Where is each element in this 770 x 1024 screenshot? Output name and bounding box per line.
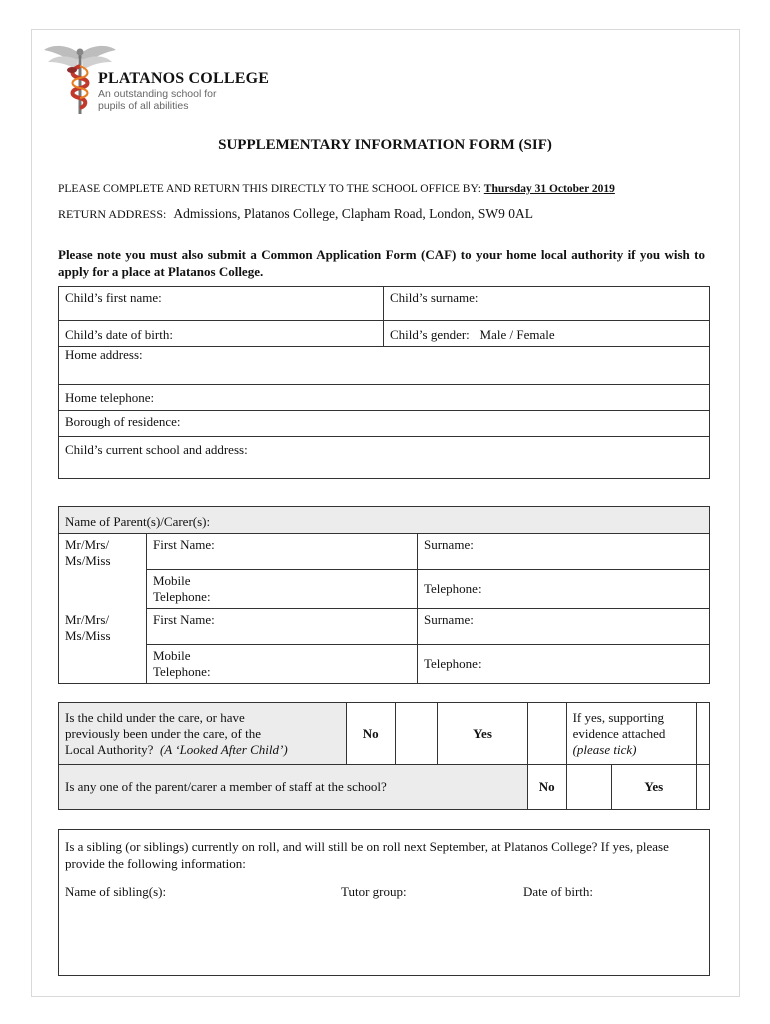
parent-2-mobile-line-1: Mobile xyxy=(153,648,191,663)
looked-after-no-label: No xyxy=(346,703,395,765)
evidence-line-3: (please tick) xyxy=(572,741,637,757)
care-status-table xyxy=(58,702,710,810)
child-first-name-field[interactable] xyxy=(59,287,384,321)
child-dob-label: Child’s date of birth: xyxy=(65,327,173,342)
staff-checkbox-area[interactable] xyxy=(566,765,696,810)
child-gender-field[interactable] xyxy=(384,321,710,347)
parent-1-first-name-label: First Name: xyxy=(153,537,215,552)
return-address-line xyxy=(58,206,533,222)
sibling-table xyxy=(58,829,710,976)
parents-heading-label: Name of Parent(s)/Carer(s): xyxy=(65,514,211,529)
parent-1-mobile-line-1: Mobile xyxy=(153,573,191,588)
sibling-dob-label: Date of birth: xyxy=(523,884,594,899)
return-address: Admissions, Platanos College, Clapham Road, London, SW9 0AL xyxy=(173,206,533,221)
current-school-label: Child’s current school and address: xyxy=(65,442,248,457)
staff-yes-label: Yes xyxy=(644,779,664,794)
staff-no-label xyxy=(527,765,566,810)
looked-after-line-1: Is the child under the care, or have xyxy=(65,709,245,725)
evidence-attached-label xyxy=(566,703,696,765)
instruction-text: PLEASE COMPLETE AND RETURN THIS DIRECTLY TO THE SCHOOL OFFICE BY: xyxy=(58,183,484,195)
parent-1-title-field[interactable] xyxy=(59,534,147,609)
parent-1-surname-label: Surname: xyxy=(424,537,474,552)
evidence-attached-checkbox[interactable] xyxy=(697,703,710,765)
form-title: SUPPLEMENTARY INFORMATION FORM (SIF) xyxy=(218,137,552,153)
staff-no-text: No xyxy=(538,779,555,794)
tagline-line-1: An outstanding school for xyxy=(98,88,217,100)
child-first-name-label: Child’s first name: xyxy=(65,290,162,305)
parent-2-first-name-label: First Name: xyxy=(153,612,215,627)
looked-after-yes-label: Yes xyxy=(438,703,527,765)
parent-1-telephone-field[interactable] xyxy=(418,570,710,609)
staff-no-checkbox[interactable] xyxy=(567,765,612,809)
parent-2-surname-label: Surname: xyxy=(424,612,474,627)
sibling-columns xyxy=(65,884,703,904)
college-tagline xyxy=(98,88,217,112)
parent-1-first-name-field[interactable] xyxy=(147,534,418,570)
sibling-name-label: Name of sibling(s): xyxy=(65,884,167,899)
tagline-line-2: pupils of all abilities xyxy=(98,100,189,112)
parent-2-telephone-field[interactable] xyxy=(418,645,710,684)
sibling-section[interactable] xyxy=(59,830,710,976)
parent-1-surname-field[interactable] xyxy=(418,534,710,570)
sibling-tutor-label: Tutor group: xyxy=(341,884,407,899)
home-telephone-field[interactable] xyxy=(59,385,710,411)
borough-field[interactable] xyxy=(59,411,710,437)
parent-2-surname-field[interactable] xyxy=(418,609,710,645)
college-name: PLATANOS COLLEGE xyxy=(98,70,270,87)
child-dob-field[interactable] xyxy=(59,321,384,347)
evidence-line-2: evidence attached xyxy=(572,725,666,741)
looked-after-no-checkbox[interactable] xyxy=(395,703,438,765)
looked-after-question xyxy=(59,703,347,765)
sibling-question: Is a sibling (or siblings) currently on roll, and will still be on roll next September, at Platanos College? If yes, please provide the following information: xyxy=(65,839,669,871)
looked-after-yes-checkbox[interactable] xyxy=(527,703,566,765)
parent-2-title-field[interactable] xyxy=(59,609,147,684)
current-school-field[interactable] xyxy=(59,437,710,479)
looked-after-line-2: previously been under the care, of the xyxy=(65,725,262,741)
parent-2-mobile-line-2: Telephone: xyxy=(153,664,211,679)
parent-2-title-line-2: Ms/Miss xyxy=(65,627,111,643)
staff-yes-checkbox[interactable] xyxy=(697,765,710,810)
looked-after-line-3: Local Authority? xyxy=(65,741,154,757)
parent-1-mobile-line-2: Telephone: xyxy=(153,589,211,604)
evidence-line-1: If yes, supporting xyxy=(572,709,664,725)
child-gender-label: Child’s gender: Male / Female xyxy=(390,327,555,342)
deadline-date: Thursday 31 October 2019 xyxy=(483,183,615,195)
child-details-table xyxy=(58,286,710,479)
parent-2-first-name-field[interactable] xyxy=(147,609,418,645)
home-telephone-label: Home telephone: xyxy=(65,390,155,405)
parent-1-telephone-label: Telephone: xyxy=(424,581,482,596)
return-address-label: RETURN ADDRESS: xyxy=(58,207,167,221)
parent-2-telephone-label: Telephone: xyxy=(424,656,482,671)
parent-2-title-line-1: Mr/Mrs/ xyxy=(65,611,110,627)
borough-label: Borough of residence: xyxy=(65,414,181,429)
return-instruction xyxy=(58,183,615,195)
home-address-field[interactable] xyxy=(59,347,710,385)
parent-1-title-line-2: Ms/Miss xyxy=(65,553,111,568)
parent-1-mobile-field[interactable] xyxy=(147,570,418,609)
parents-heading xyxy=(59,507,710,534)
parent-2-mobile-field[interactable] xyxy=(147,645,418,684)
caf-note: Please note you must also submit a Common Application Form (CAF) to your home local authority if you wish to apply for a place at Platanos College. xyxy=(58,247,705,279)
parents-table xyxy=(58,506,710,684)
looked-after-italic: (A ‘Looked After Child’) xyxy=(159,741,288,757)
home-address-label: Home address: xyxy=(65,347,143,362)
staff-member-question: Is any one of the parent/carer a member of staff at the school? xyxy=(59,765,528,810)
child-surname-label: Child’s surname: xyxy=(390,290,479,305)
child-surname-field[interactable] xyxy=(384,287,710,321)
parent-1-title-line-1: Mr/Mrs/ xyxy=(65,537,110,552)
